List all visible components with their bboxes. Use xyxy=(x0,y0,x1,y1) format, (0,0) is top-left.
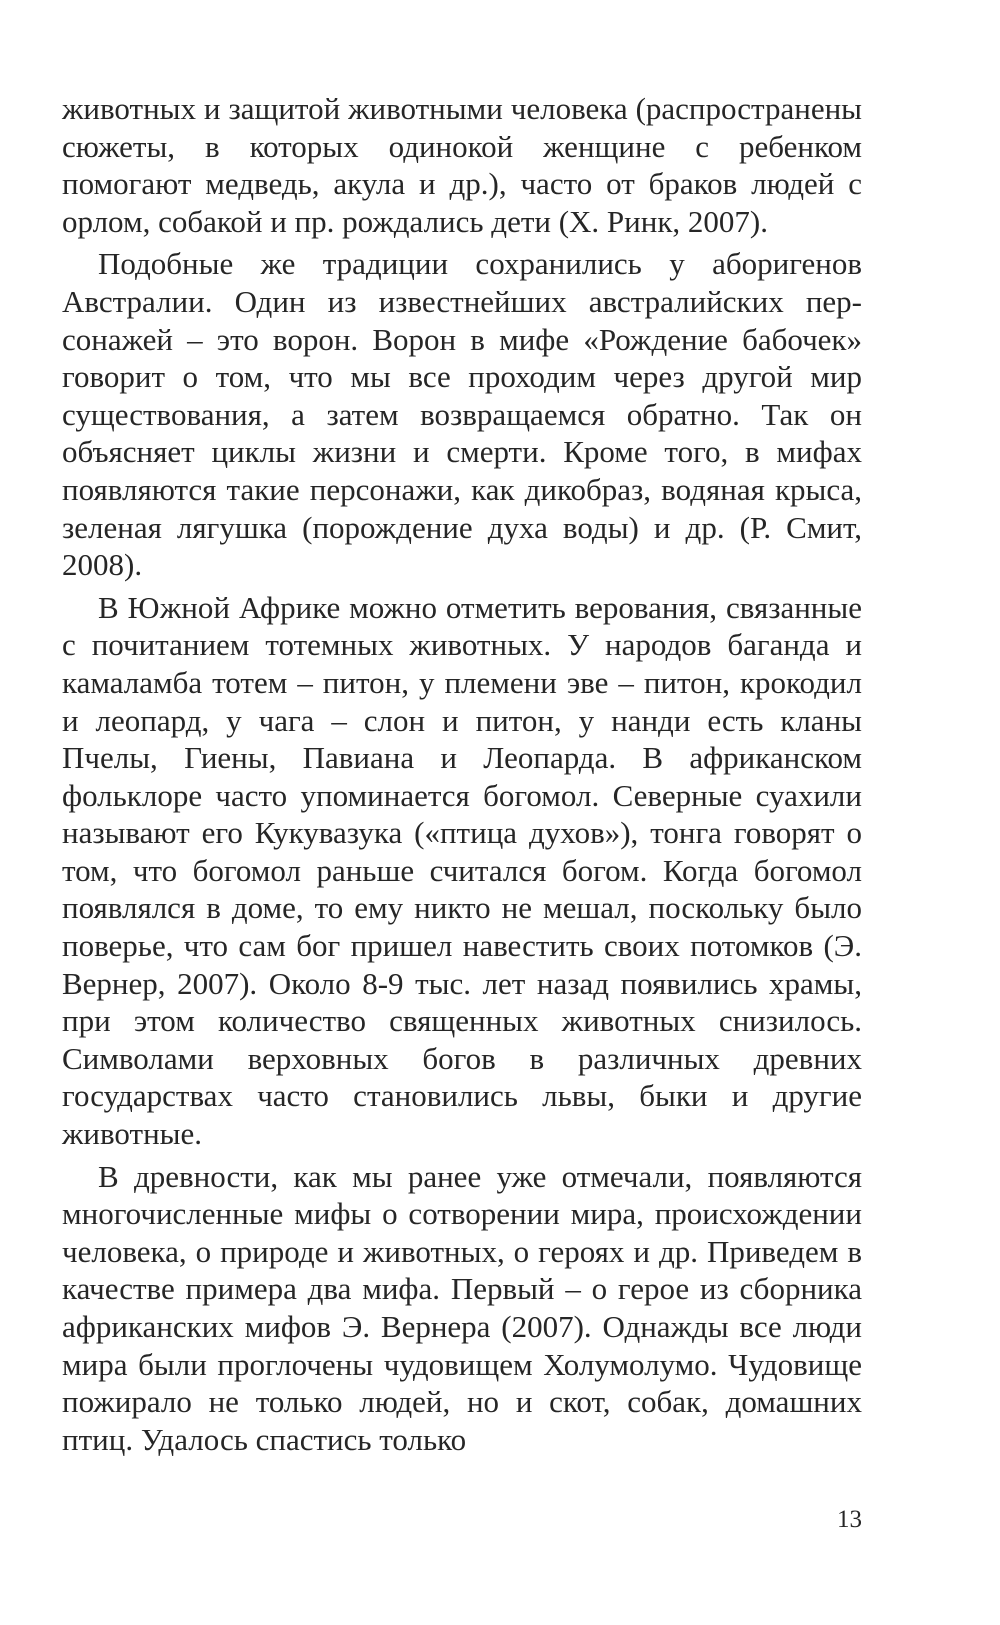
paragraph-australia: Подобные же традиции сохранились у аборигенов Австралии. Один из известнейших австралийских персонажей – это ворон. Ворон в мифе «Рождение бабочек» говорит о том, что мы все проходим через другой мир существования, а затем возвращаемся обратно. Так он объясняет циклы жизни и смерти. Кроме того, в мифах появляются такие персонажи, как дикобраз, водяная крыса, зеленая лягушка (порождение духа воды) и др. (Р. Смит, 2008). xyxy=(62,246,862,583)
paragraph-ancient-myths: В древности, как мы ранее уже отмечали, появляются многочисленные мифы о сотворении мира, происхождении человека, о природе и животных, о героях и др. Приведем в качестве примера два мифа. Первый – о герое из сборника африканских мифов Э. Вернера (2007). Однажды все люди мира были проглочены чудовищем Холумолумо. Чудовище пожирало не только людей, но и скот, собак, домашних птиц. Удалось спастись только xyxy=(62,1158,862,1457)
body-text xyxy=(62,90,862,1458)
paragraph-south-africa: В Южной Африке можно отметить верования, связанные с почитанием тотемных животных. У народов баганда и камаламба тотем – питон, у племени эве – питон, крокодил и леопард, у чага – слон и питон, у нанди есть кланы Пчелы, Гиены, Павиана и Леопарда. В африканском фольклоре часто упоминается богомол. Северные суахили называют его Кукувазука («птица духов»), тонга говорят о том, что богомол раньше считался богом. Когда богомол появлялся в доме, то ему никто не мешал, поскольку было поверье, что сам бог пришел навестить своих потомков (Э. Вернер, 2007). Около 8-9 тыс. лет назад появились храмы, при этом количество священных животных снизилось. Символами верховных богов в различных древних государствах часто становились львы, быки и другие животные. xyxy=(62,589,862,1152)
paragraph-continued: животных и защитой животными человека (распространены сюжеты, в которых одинокой женщине с ребенком помогают медведь, акула и др.), часто от браков людей с орлом, собакой и пр. рождались дети (X. Ринк, 2007). xyxy=(62,91,862,239)
page-number: 13 xyxy=(837,1506,862,1533)
